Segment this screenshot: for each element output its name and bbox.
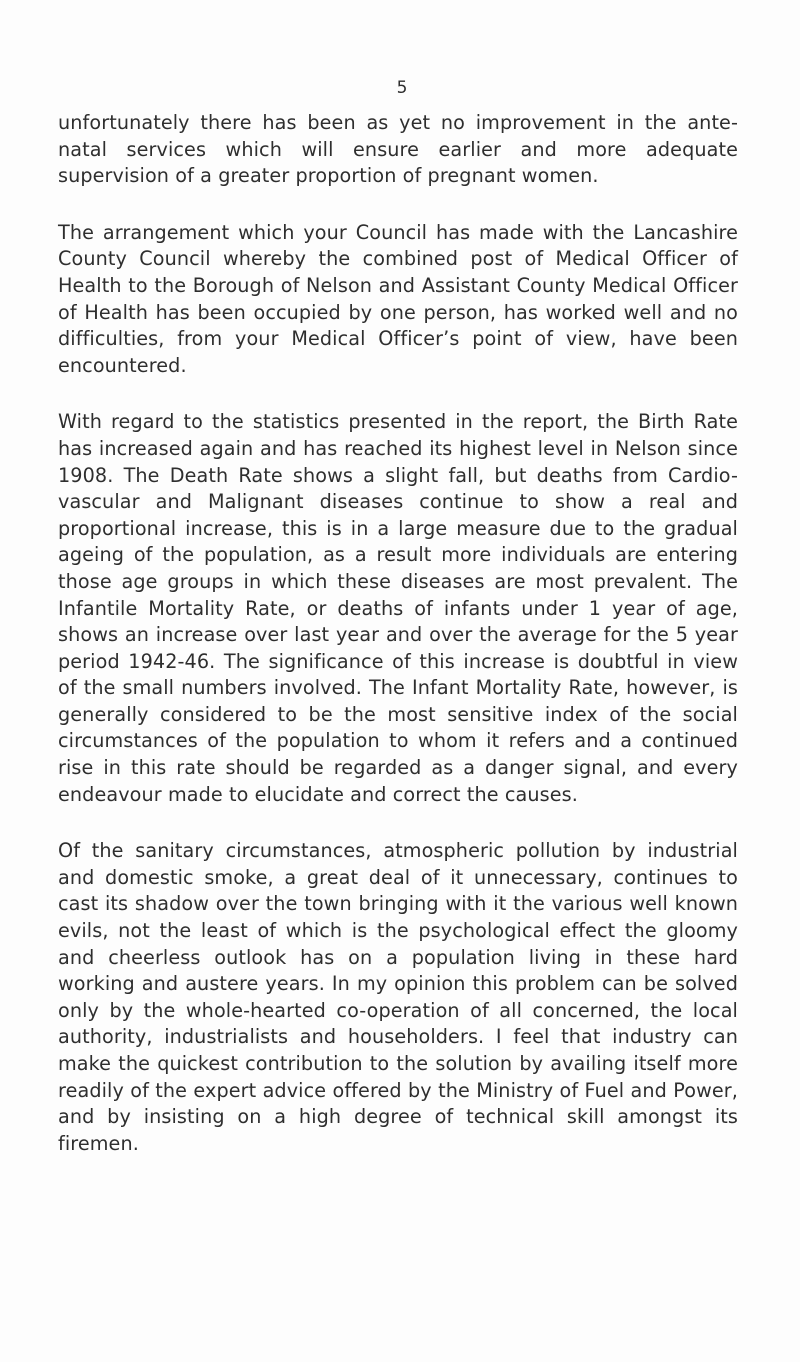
paragraph-sanitary: Of the sanitary circumstances, atmospheric pollution by industrial and domestic smoke, a great deal of it unnecessary, continues to cast its shadow over the town bringing with it the various well known evils, not the least of which is the psychological effect the gloomy and cheerless outlook has on a population living in these hard working and austere years. In my opinion this problem can be solved only by the whole-hearted co-operation of all concerned, the local authority, industrialists and householders. I feel that industry can make the quickest contribution to the solution by availing itself more readily of the expert advice offered by the Ministry of Fuel and Power, and by insisting on a high degree of technical skill amongst its firemen. [58, 839, 738, 1155]
body-text [58, 110, 738, 1187]
page-number: 5 [396, 78, 408, 98]
paragraph-antenatal: unfortunately there has been as yet no improvement in the ante-natal services which will ensure earlier and more adequate supervision of a greater proportion of pregnant women. [58, 111, 738, 188]
paragraph-arrangement: The arrangement which your Council has made with the Lancashire County Council whereby the combined post of Medical Officer of Health to the Borough of Nelson and Assistant County Medical Officer of Health has been occupied by one person, has worked well and no difficulties, from your Medical Officer’s point of view, have been encountered. [58, 220, 738, 377]
paragraph-statistics: With regard to the statistics presented in the report, the Birth Rate has increased again and has reached its highest level in Nelson since 1908. The Death Rate shows a slight fall, but deaths from Cardio-vascular and Malignant diseases continue to show a real and proportional increase, this is in a large measure due to the gradual ageing of the population, as a result more individuals are entering those age groups in which these diseases are most prevalent. The Infantile Mortality Rate, or deaths of infants under 1 year of age, shows an increase over last year and over the average for the 5 year period 1942-46. The significance of this increase is doubtful in view of the small numbers involved. The Infant Mortality Rate, however, is generally considered to be the most sensitive index of the social circumstances of the population to whom it refers and a continued rise in this rate should be regarded as a danger signal, and every endeavour made to elucidate and correct the causes. [58, 410, 738, 806]
